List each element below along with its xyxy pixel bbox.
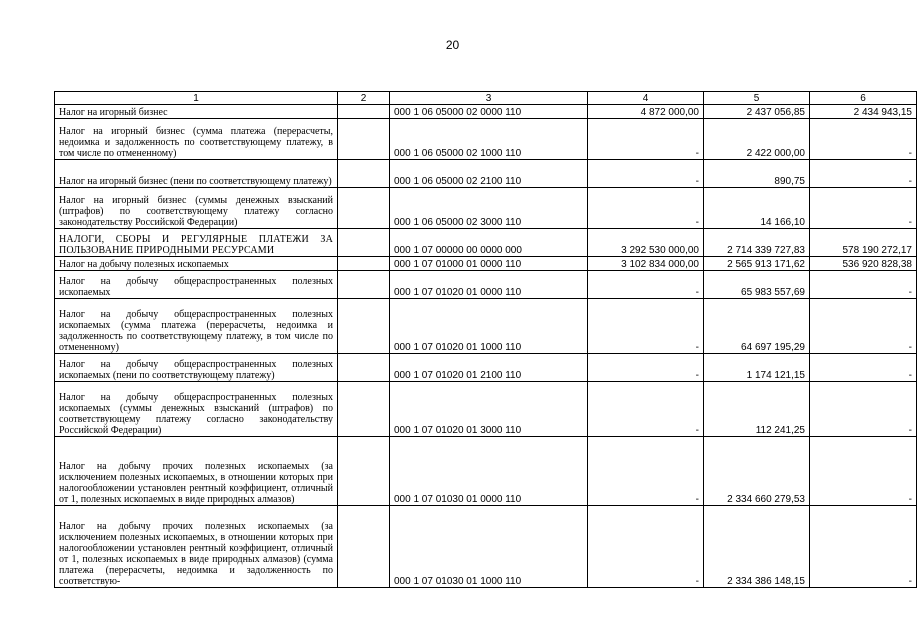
column-header-4: 4 bbox=[588, 92, 704, 105]
row-name: Налог на добычу полезных ископаемых bbox=[55, 257, 338, 271]
budget-revenue-table bbox=[54, 91, 917, 588]
row-col6: - bbox=[810, 382, 917, 437]
row-col4: - bbox=[588, 299, 704, 354]
row-col6: - bbox=[810, 354, 917, 382]
row-col5: 2 714 339 727,83 bbox=[704, 229, 810, 257]
header-row bbox=[55, 92, 917, 105]
row-col6: 578 190 272,17 bbox=[810, 229, 917, 257]
row-code: 000 1 07 01000 01 0000 110 bbox=[390, 257, 588, 271]
column-header-2: 2 bbox=[338, 92, 390, 105]
row-col2 bbox=[338, 271, 390, 299]
row-col5: 2 422 000,00 bbox=[704, 119, 810, 160]
row-col6: - bbox=[810, 160, 917, 188]
row-col4: - bbox=[588, 160, 704, 188]
row-col5: 2 565 913 171,62 bbox=[704, 257, 810, 271]
row-col5: 2 334 386 148,15 bbox=[704, 506, 810, 588]
row-col4: - bbox=[588, 506, 704, 588]
row-col5: 64 697 195,29 bbox=[704, 299, 810, 354]
row-col2 bbox=[338, 382, 390, 437]
table-row bbox=[55, 188, 917, 229]
table-row bbox=[55, 354, 917, 382]
row-name: НАЛОГИ, СБОРЫ И РЕГУЛЯРНЫЕ ПЛАТЕЖИ ЗА ПОЛЬЗОВАНИЕ ПРИРОДНЫМИ РЕСУРСАМИ bbox=[55, 229, 338, 257]
row-col2 bbox=[338, 299, 390, 354]
row-col2 bbox=[338, 160, 390, 188]
row-col2 bbox=[338, 188, 390, 229]
row-name: Налог на добычу общераспространенных полезных ископаемых (сумма платежа (перерасчеты, недоимка и задолженность по соответствующему платежу, в том числе по отмененному) bbox=[55, 299, 338, 354]
row-col4: - bbox=[588, 437, 704, 506]
row-name: Налог на добычу общераспространенных полезных ископаемых (суммы денежных взысканий (штрафов) по соответствующему платежу согласно законодательству Российской Федерации) bbox=[55, 382, 338, 437]
row-col2 bbox=[338, 119, 390, 160]
row-col4: - bbox=[588, 382, 704, 437]
table-row bbox=[55, 437, 917, 506]
row-code: 000 1 06 05000 02 1000 110 bbox=[390, 119, 588, 160]
row-code: 000 1 06 05000 02 3000 110 bbox=[390, 188, 588, 229]
table-row bbox=[55, 119, 917, 160]
row-col2 bbox=[338, 506, 390, 588]
row-col6: - bbox=[810, 271, 917, 299]
row-col2 bbox=[338, 229, 390, 257]
table-row bbox=[55, 105, 917, 119]
row-col5: 112 241,25 bbox=[704, 382, 810, 437]
row-code: 000 1 07 01030 01 1000 110 bbox=[390, 506, 588, 588]
row-col5: 65 983 557,69 bbox=[704, 271, 810, 299]
row-col4: 3 102 834 000,00 bbox=[588, 257, 704, 271]
row-col4: 3 292 530 000,00 bbox=[588, 229, 704, 257]
row-name: Налог на игорный бизнес (сумма платежа (перерасчеты, недоимка и задолженность по соответствующему платежу, в том числе по отмененному) bbox=[55, 119, 338, 160]
row-col4: 4 872 000,00 bbox=[588, 105, 704, 119]
row-col4: - bbox=[588, 354, 704, 382]
row-col6: - bbox=[810, 119, 917, 160]
row-col4: - bbox=[588, 119, 704, 160]
table-row bbox=[55, 257, 917, 271]
row-col5: 14 166,10 bbox=[704, 188, 810, 229]
row-col5: 1 174 121,15 bbox=[704, 354, 810, 382]
row-col4: - bbox=[588, 188, 704, 229]
row-name: Налог на игорный бизнес (суммы денежных взысканий (штрафов) по соответствующему платежу согласно законодательству Российской Федерации) bbox=[55, 188, 338, 229]
row-col6: 536 920 828,38 bbox=[810, 257, 917, 271]
row-col6: 2 434 943,15 bbox=[810, 105, 917, 119]
column-header-5: 5 bbox=[704, 92, 810, 105]
table-row bbox=[55, 299, 917, 354]
row-col6: - bbox=[810, 437, 917, 506]
row-name: Налог на добычу прочих полезных ископаемых (за исключением полезных ископаемых, в отношении которых при налогообложении установлен рентный коэффициент, отличный от 1, полезных ископаемых в виде природных алмазов) (сумма платежа (перерасчеты, недоимка и задолженность по соответствую- bbox=[55, 506, 338, 588]
row-col2 bbox=[338, 257, 390, 271]
row-name: Налог на игорный бизнес bbox=[55, 105, 338, 119]
row-code: 000 1 07 01020 01 0000 110 bbox=[390, 271, 588, 299]
row-col2 bbox=[338, 437, 390, 506]
row-col6: - bbox=[810, 299, 917, 354]
row-code: 000 1 06 05000 02 2100 110 bbox=[390, 160, 588, 188]
column-header-1: 1 bbox=[55, 92, 338, 105]
row-col5: 2 437 056,85 bbox=[704, 105, 810, 119]
row-col2 bbox=[338, 105, 390, 119]
row-name: Налог на добычу общераспространенных полезных ископаемых (пени по соответствующему платежу) bbox=[55, 354, 338, 382]
row-name: Налог на добычу прочих полезных ископаемых (за исключением полезных ископаемых, в отношении которых при налогообложении установлен рентный коэффициент, отличный от 1, полезных ископаемых в виде природных алмазов) bbox=[55, 437, 338, 506]
row-name: Налог на добычу общераспространенных полезных ископаемых bbox=[55, 271, 338, 299]
row-col6: - bbox=[810, 188, 917, 229]
row-code: 000 1 07 01020 01 1000 110 bbox=[390, 299, 588, 354]
row-name: Налог на игорный бизнес (пени по соответствующему платежу) bbox=[55, 160, 338, 188]
table-row bbox=[55, 506, 917, 588]
row-code: 000 1 07 01030 01 0000 110 bbox=[390, 437, 588, 506]
table-row-section-header bbox=[55, 229, 917, 257]
row-code: 000 1 07 00000 00 0000 000 bbox=[390, 229, 588, 257]
table-row bbox=[55, 271, 917, 299]
row-col5: 2 334 660 279,53 bbox=[704, 437, 810, 506]
table-row bbox=[55, 160, 917, 188]
page-number: 20 bbox=[445, 38, 460, 52]
table-row bbox=[55, 382, 917, 437]
column-header-3: 3 bbox=[390, 92, 588, 105]
row-col5: 890,75 bbox=[704, 160, 810, 188]
row-code: 000 1 07 01020 01 2100 110 bbox=[390, 354, 588, 382]
column-header-6: 6 bbox=[810, 92, 917, 105]
row-code: 000 1 07 01020 01 3000 110 bbox=[390, 382, 588, 437]
row-col6: - bbox=[810, 506, 917, 588]
row-code: 000 1 06 05000 02 0000 110 bbox=[390, 105, 588, 119]
row-col4: - bbox=[588, 271, 704, 299]
row-col2 bbox=[338, 354, 390, 382]
